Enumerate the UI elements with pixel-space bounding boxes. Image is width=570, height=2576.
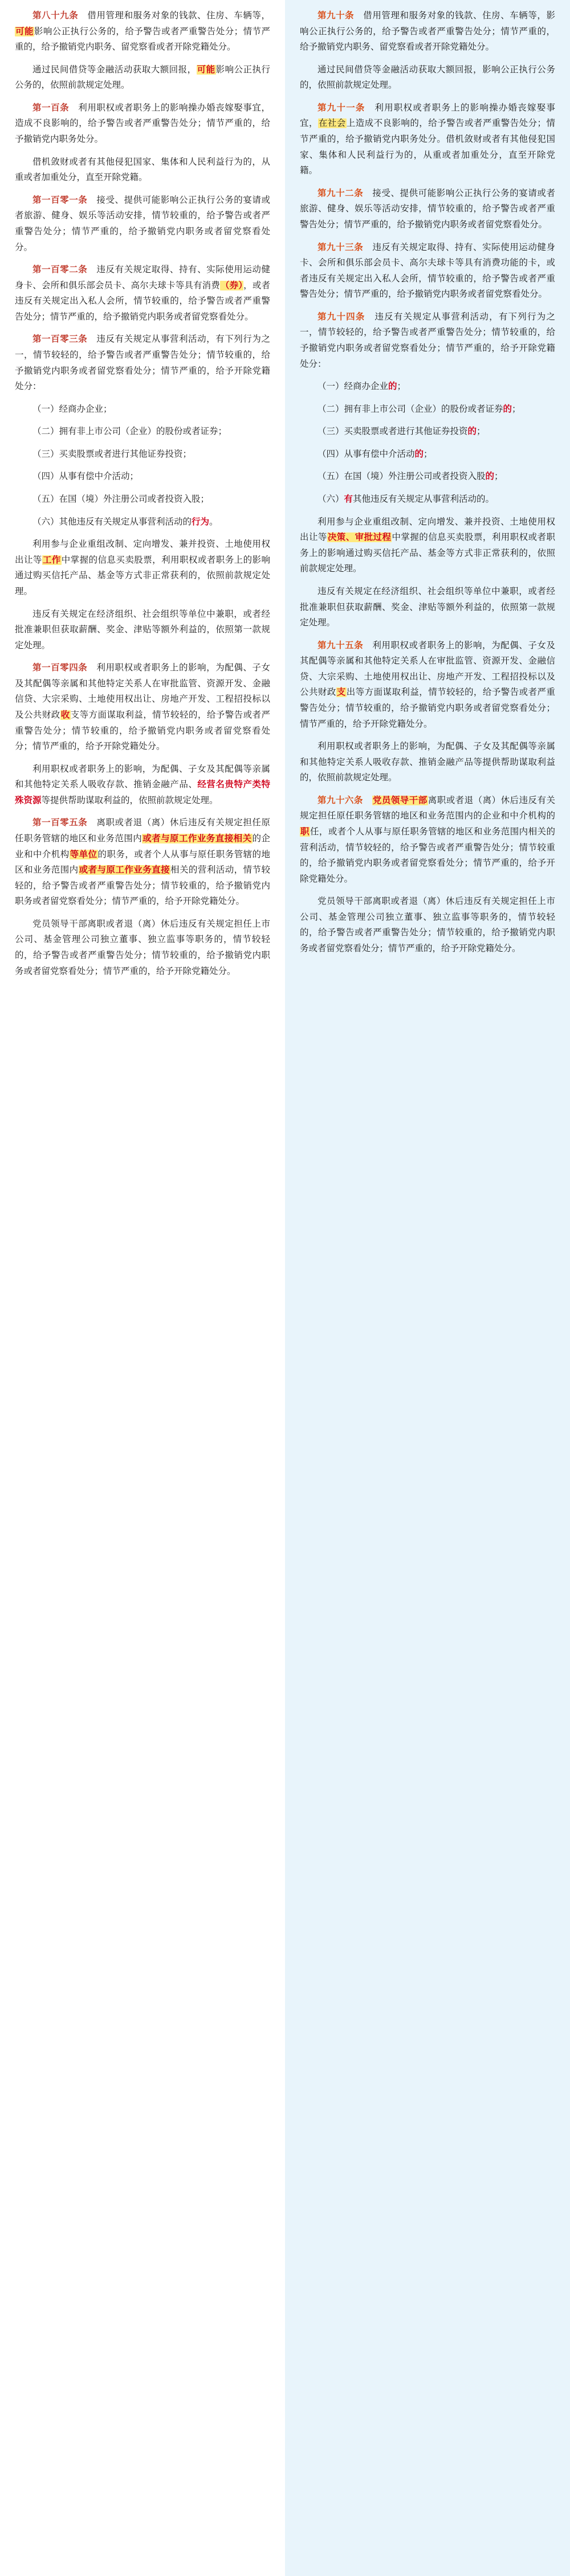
text-segment-plain: ，或者违反有关规定出入私人会所，情节较重的，给予警告或者严重警告处分；情节严重的，给予撤销党内职务或者留党察看处分。 bbox=[15, 280, 270, 322]
article-paragraph bbox=[300, 894, 555, 956]
text-segment-plain: （五）在国（境）外注册公司或者投资入股 bbox=[317, 472, 486, 482]
article-group bbox=[300, 8, 555, 957]
text-segment-plain: （三）买卖股票或者进行其他证券投资； bbox=[32, 449, 192, 459]
text-segment-red: 的 bbox=[503, 404, 512, 414]
text-segment-plain: 党员领导干部离职或者退（离）休后违反有关规定担任上市公司、基金管理公司独立董事、独立监事等职务的，情节较轻的，给予警告或者严重警告处分；情节较重的，给予撤销党内职务或者留党察看处分；情节严重的，给予开除党籍处分。 bbox=[15, 919, 270, 976]
text-segment-plain: 影响公正执行公务的，给予警告或者严重警告处分；情节严重的，给予撤销党内职务、留党察看或者开除党籍处分。 bbox=[15, 26, 270, 52]
text-segment-red: 的 bbox=[485, 472, 495, 482]
text-segment-redhl: 收 bbox=[60, 710, 70, 720]
text-segment-plain: 借用管理和服务对象的钱款、住房、车辆等，影响公正执行公务的，给予警告或者严重警告处分；情节严重的，给予撤销党内职务、留党察看或者开除党籍处分。 bbox=[300, 11, 555, 52]
text-segment-redhl: 等单位 bbox=[70, 849, 97, 859]
text-segment-redhl: 工作 bbox=[42, 555, 61, 565]
text-segment-plain: 接受、提供可能影响公正执行公务的宴请或者旅游、健身、娱乐等活动安排，情节较重的，给予警告或者严重警告处分；情节严重的，给予撤销党内职务或者留党察看处分。 bbox=[300, 188, 555, 230]
text-segment-plain: ； bbox=[477, 427, 486, 437]
text-segment-plain: 违反有关规定从事营利活动，有下列行为之一，情节较轻的，给予警告或者严重警告处分；情节较重的，给予撤销党内职务或者留党察看处分；情节严重的，给予开除党籍处分： bbox=[15, 334, 270, 392]
text-segment-plain: 通过民间借贷等金融活动获取大额回报， bbox=[32, 64, 197, 75]
text-segment-plain: ； bbox=[424, 449, 433, 459]
text-segment-redhl: 可能 bbox=[197, 64, 215, 75]
article-paragraph bbox=[300, 62, 555, 93]
article-paragraph bbox=[15, 761, 270, 809]
text-segment-red: 的 bbox=[467, 427, 477, 437]
text-segment-title: 第一百零一条 bbox=[32, 195, 88, 205]
text-segment-plain: 利用参与企业重组改制、定向增发、兼并投资、土地使用权出让等 bbox=[15, 539, 270, 565]
text-segment-title: 第一百零三条 bbox=[32, 334, 88, 345]
article-paragraph bbox=[15, 916, 270, 979]
text-segment-plain: 支等方面谋取利益，情节较轻的，给予警告或者严重警告处分；情节较重的，给予撤销党内职务或者留党察看处分；情节严重的，给予开除党籍处分。 bbox=[15, 710, 270, 752]
text-segment-title: 第一百零五条 bbox=[32, 818, 88, 828]
text-segment-plain: 上造成不良影响的，给予警告或者严重警告处分；情节严重的，给予撤销党内职务处分。借机敛财或者有其他侵犯国家、集体和人民利益行为的，从重或者加重处分，直至开除党籍。 bbox=[300, 118, 555, 176]
text-segment-plain: （四）从事有偿中介活动 bbox=[317, 449, 415, 459]
text-segment-plain: （三）买卖股票或者进行其他证券投资 bbox=[317, 427, 468, 437]
text-segment-plain: 离职或者退（离）休后违反有关规定担任原任职务管辖的地区和业务范围内 bbox=[15, 818, 270, 844]
text-segment-red: 的 bbox=[388, 382, 397, 392]
text-segment-plain: 其他违反有关规定从事营利活动的。 bbox=[353, 494, 495, 505]
text-segment-plain: 影响公正执行公务的，依照前款规定处理。 bbox=[15, 64, 270, 91]
text-segment-redhl: 决策、审批过程 bbox=[327, 533, 392, 543]
text-segment-red: 有 bbox=[344, 494, 353, 505]
text-segment-redhl: 职 bbox=[300, 827, 310, 837]
text-segment-plain: 利用职权或者职务上的影响操办婚丧嫁娶事宜，造成不良影响的，给予警告或者严重警告处分；情节严重的，给予撤销党内职务处分。 bbox=[15, 103, 270, 145]
text-segment-plain: 利用职权或者职务上的影响，为配偶、子女及其配偶等亲属和其他特定关系人吸收存款、推销金融产品、 bbox=[15, 764, 270, 790]
article-paragraph bbox=[300, 424, 555, 440]
text-segment-redhl: 党员领导干部 bbox=[372, 795, 427, 805]
article-paragraph bbox=[300, 492, 555, 507]
text-segment-plain: ； bbox=[494, 472, 503, 482]
article-paragraph bbox=[15, 447, 270, 462]
text-segment-title: 第九十二条 bbox=[317, 188, 364, 198]
text-segment-plain: （一）经商办企业； bbox=[32, 404, 112, 414]
text-segment-redhl: （券） bbox=[220, 280, 243, 290]
text-segment-plain: 。 bbox=[209, 517, 218, 527]
text-segment-plain: 借机敛财或者有其他侵犯国家、集体和人民利益行为的，从重或者加重处分，直至开除党籍。 bbox=[15, 157, 270, 183]
text-segment-redhl: 或者与原工作业务直接 bbox=[79, 865, 170, 875]
text-segment-plain: （二）拥有非上市公司（企业）的股份或者证券； bbox=[32, 427, 227, 437]
text-segment-plain: （二）拥有非上市公司（企业）的股份或者证券 bbox=[317, 404, 503, 414]
text-segment-plain: 的企业和中介机构 bbox=[15, 834, 270, 859]
text-segment-plain: 通过民间借贷等金融活动获取大额回报，影响公正执行公务的，依照前款规定处理。 bbox=[300, 64, 555, 91]
text-segment-plain: 违反有关规定取得、持有、实际使用运动健身卡、会所和俱乐部会员卡、高尔夫球卡等具有消费 bbox=[15, 265, 270, 290]
text-segment-plain: 违反有关规定从事营利活动，有下列行为之一，情节较轻的，给予警告或者严重警告处分；情节较重的，给予撤销党内职务或者留党察看处分；情节严重的，给予开除党籍处分： bbox=[300, 312, 555, 369]
text-segment-plain: 借用管理和服务对象的钱款、住房、车辆等， bbox=[78, 11, 270, 21]
text-segment-plain: 利用职权或者职务上的影响操办婚丧嫁娶事宜， bbox=[300, 103, 555, 129]
text-segment-plain: ； bbox=[397, 382, 406, 392]
article-paragraph bbox=[15, 469, 270, 485]
article-paragraph bbox=[15, 815, 270, 909]
text-segment-plain: （一）经商办企业 bbox=[317, 382, 389, 392]
text-segment-plain: 中掌握的信息买卖股票，利用职权或者职务上的影响通过购买信托产品、基金等方式非正常获利的，依照前款规定处理。 bbox=[300, 533, 555, 574]
article-paragraph bbox=[300, 379, 555, 395]
text-segment-plain: 的职务，或者个人从事与原任职务管辖的地区和业务范围内 bbox=[15, 849, 270, 875]
text-segment-title: 第九十一条 bbox=[317, 103, 365, 113]
text-segment-plain: 利用职权或者职务上的影响，为配偶、子女及其配偶等亲属和其他特定关系人在审批监管、资源开发、金融信贷、大宗采购、土地使用权出让、房地产开发、工程招投标以及公共财政 bbox=[15, 663, 270, 720]
right-column-original bbox=[285, 0, 570, 2576]
text-segment-title: 第八十九条 bbox=[32, 11, 79, 21]
text-segment-plain: 违反有关规定在经济组织、社会组织等单位中兼职，或者经批准兼职但获取薪酬、奖金、津贴等额外利益的，依照第一款规定处理。 bbox=[300, 586, 555, 628]
text-segment-plain: 中掌握的信息买卖股票，利用职权或者职务上的影响通过购买信托产品、基金等方式非正常获利的，依照前款规定处理。 bbox=[15, 555, 270, 596]
article-paragraph bbox=[15, 154, 270, 186]
article-paragraph bbox=[300, 8, 555, 55]
text-segment-redhl: 支 bbox=[336, 687, 346, 698]
text-segment-red: 行为 bbox=[192, 517, 210, 527]
article-paragraph bbox=[300, 584, 555, 631]
text-segment-plain: 违反有关规定取得、持有、实际使用运动健身卡、会所和俱乐部会员卡、高尔夫球卡等具有消费功能的卡，或者违反有关规定出入私人会所，情节较重的，给予警告或者严重警告处分；情节严重的，给予撤销党内职务或者留党察看处分。 bbox=[300, 242, 555, 300]
text-segment-title: 第九十三条 bbox=[317, 242, 364, 252]
text-segment-title: 第一百零二条 bbox=[32, 265, 88, 275]
text-segment-plain: 相关的营利活动，情节较轻的，给予警告或者严重警告处分；情节较重的，给予撤销党内职务或者留党察看处分；情节严重的，给予开除党籍处分。 bbox=[15, 865, 270, 907]
article-paragraph bbox=[15, 8, 270, 55]
article-paragraph bbox=[15, 607, 270, 654]
text-segment-plain: （六）其他违反有关规定从事营利活动的 bbox=[32, 517, 192, 527]
article-paragraph bbox=[15, 660, 270, 754]
text-segment-title: 第一百条 bbox=[32, 103, 70, 113]
article-group bbox=[15, 8, 270, 979]
article-paragraph bbox=[15, 492, 270, 507]
article-paragraph bbox=[300, 739, 555, 786]
text-segment-plain: 出等方面谋取利益，情节较轻的，给予警告或者严重警告处分；情节较重的，给予撤销党内职务或者留党察看处分；情节严重的，给予开除党籍处分。 bbox=[300, 687, 555, 729]
text-segment-title: 第九十四条 bbox=[317, 312, 365, 322]
article-paragraph bbox=[15, 424, 270, 440]
text-segment-hl: 在社会 bbox=[318, 118, 346, 129]
text-segment-plain: （四）从事有偿中介活动； bbox=[32, 472, 139, 482]
article-paragraph bbox=[15, 402, 270, 417]
text-segment-plain bbox=[363, 796, 372, 805]
article-paragraph bbox=[300, 402, 555, 417]
article-paragraph bbox=[300, 240, 555, 302]
text-segment-plain: 等提供帮助谋取利益的，依照前款规定处理。 bbox=[41, 795, 218, 805]
article-paragraph bbox=[15, 193, 270, 255]
article-paragraph bbox=[300, 447, 555, 462]
text-segment-plain: 违反有关规定在经济组织、社会组织等单位中兼职，或者经批准兼职但获取薪酬、奖金、津贴等额外利益的，依照第一款规定处理。 bbox=[15, 609, 270, 650]
text-segment-plain: 接受、提供可能影响公正执行公务的宴请或者旅游、健身、娱乐等活动安排，情节较重的，给予警告或者严重警告处分；情节严重的，给予撤销党内职务或者留党察看处分。 bbox=[15, 195, 270, 252]
text-segment-plain: 利用参与企业重组改制、定向增发、兼并投资、土地使用权出让等 bbox=[300, 517, 555, 543]
text-segment-plain: （六） bbox=[317, 494, 344, 505]
text-segment-plain: （五）在国（境）外注册公司或者投资入股； bbox=[32, 494, 210, 505]
article-paragraph bbox=[15, 62, 270, 93]
article-paragraph bbox=[15, 514, 270, 530]
article-paragraph bbox=[15, 100, 270, 148]
text-segment-plain: 利用职权或者职务上的影响，为配偶、子女及其配偶等亲属和其他特定关系人吸收存款、推销金融产品等提供帮助谋取利益的，依照前款规定处理。 bbox=[300, 742, 555, 783]
article-paragraph bbox=[15, 262, 270, 325]
article-paragraph bbox=[300, 309, 555, 372]
text-segment-title: 第一百零四条 bbox=[32, 663, 88, 673]
text-segment-red: 的 bbox=[414, 449, 424, 459]
article-paragraph bbox=[300, 469, 555, 485]
text-segment-title: 第九十六条 bbox=[317, 795, 363, 805]
text-segment-redhl: 或者与原工作业务直接相关 bbox=[142, 834, 252, 844]
article-paragraph bbox=[300, 100, 555, 179]
text-segment-plain: 任，或者个人从事与原任职务管辖的地区和业务范围内相关的营利活动，情节较轻的，给予警告或者严重警告处分；情节较重的，给予撤销党内职务或者留党察看处分；情节严重的，给予开除党籍处分。 bbox=[300, 827, 555, 884]
article-paragraph bbox=[300, 514, 555, 577]
article-paragraph bbox=[15, 331, 270, 394]
article-paragraph bbox=[15, 537, 270, 599]
article-paragraph bbox=[300, 638, 555, 732]
text-segment-title: 第九十五条 bbox=[317, 640, 364, 650]
text-segment-redhl: 可能 bbox=[15, 26, 34, 36]
text-segment-title: 第九十条 bbox=[317, 11, 355, 21]
text-segment-red: 经营名贵特产类特殊资源 bbox=[15, 780, 270, 805]
article-paragraph bbox=[300, 186, 555, 233]
text-segment-plain: ； bbox=[512, 404, 521, 414]
text-segment-plain: 利用职权或者职务上的影响，为配偶、子女及其配偶等亲属和其他特定关系人在审批监管、资源开发、金融信贷、大宗采购、土地使用权出让、房地产开发、工程招投标以及公共财政 bbox=[300, 640, 555, 698]
text-segment-plain: 党员领导干部离职或者退（离）休后违反有关规定担任上市公司、基金管理公司独立董事、独立监事等职务的，情节较轻的，给予警告或者严重警告处分；情节较重的，给予撤销党内职务或者留党察看处分；情节严重的，给予开除党籍处分。 bbox=[300, 896, 555, 954]
text-segment-plain: 离职或者退（离）休后违反有关规定担任原任职务管辖的地区和业务范围内的企业和中介机构的 bbox=[300, 795, 555, 821]
article-paragraph bbox=[300, 793, 555, 887]
